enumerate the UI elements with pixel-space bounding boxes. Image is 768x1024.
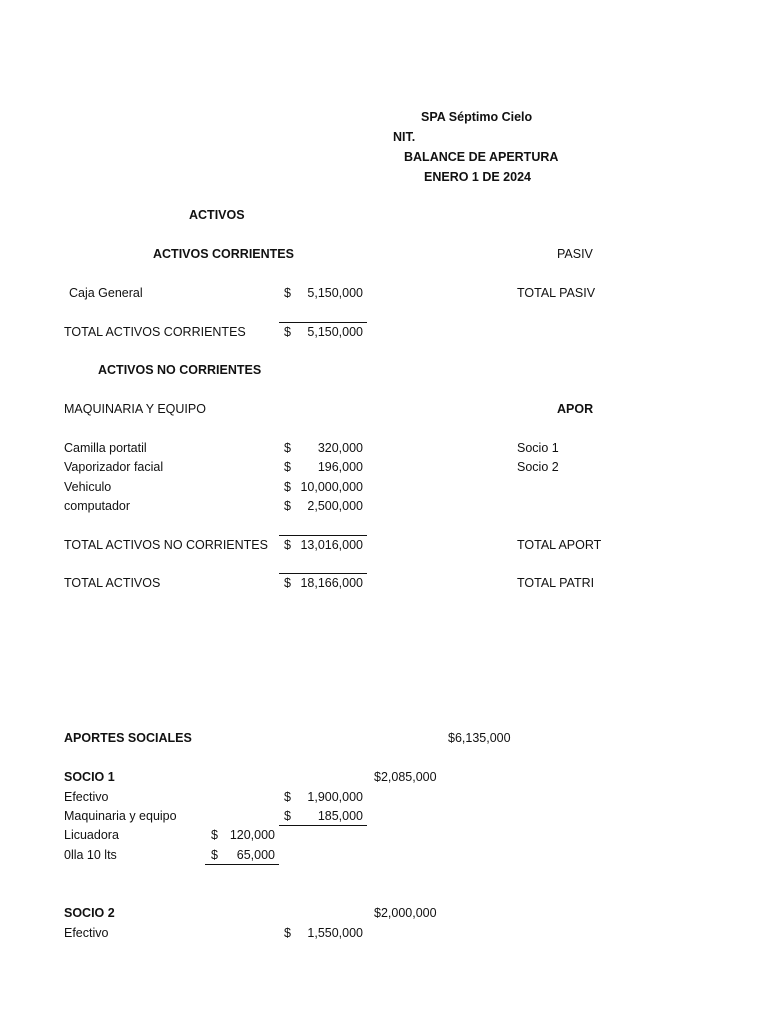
activos-title: ACTIVOS xyxy=(189,208,245,222)
total-patrimonio-label: TOTAL PATRI xyxy=(517,576,595,590)
pasivos-title: PASIV xyxy=(557,247,593,261)
socio-1-title: SOCIO 1 xyxy=(64,770,115,784)
currency-symbol: $ xyxy=(284,576,291,590)
socio-2-label: Socio 2 xyxy=(517,460,559,474)
detail-item-label: Licuadora xyxy=(64,828,119,842)
socio-2-title: SOCIO 2 xyxy=(64,906,115,920)
report-date: ENERO 1 DE 2024 xyxy=(424,170,531,184)
activos-corrientes-title: ACTIVOS CORRIENTES xyxy=(153,247,294,261)
currency-symbol: $ xyxy=(284,790,291,804)
currency-symbol: $ xyxy=(211,848,218,862)
currency-symbol: $ xyxy=(211,828,218,842)
currency-symbol: $ xyxy=(284,926,291,940)
total-activos-no-corrientes-label: TOTAL ACTIVOS NO CORRIENTES xyxy=(64,538,268,552)
detail-item-amount xyxy=(211,827,275,843)
amount-value: 5,150,000 xyxy=(307,286,363,300)
socio-1-efectivo-label: Efectivo xyxy=(64,790,109,804)
amount-value: 1,550,000 xyxy=(307,926,363,940)
subtotal-rule xyxy=(279,825,367,826)
currency-symbol: $ xyxy=(284,809,291,823)
socio-2-efectivo-amount xyxy=(284,925,363,941)
subtotal-rule xyxy=(205,864,279,865)
amount-value: 320,000 xyxy=(317,441,363,455)
aportes-sociales-title: APORTES SOCIALES xyxy=(64,731,192,745)
currency-symbol: $ xyxy=(284,441,291,455)
socio-1-maquinaria-label: Maquinaria y equipo xyxy=(64,809,177,823)
amount-value: 18,166,000 xyxy=(300,576,363,590)
caja-general-label: Caja General xyxy=(69,286,143,300)
currency-symbol: $ xyxy=(284,480,291,494)
amount-value: 196,000 xyxy=(317,460,363,474)
amount-value: 10,000,000 xyxy=(300,480,363,494)
currency-symbol: $ xyxy=(284,460,291,474)
report-title: BALANCE DE APERTURA xyxy=(404,150,559,164)
amount-value: 5,150,000 xyxy=(307,325,363,339)
socio-1-total: $2,085,000 xyxy=(374,770,437,784)
asset-item-label: Camilla portatil xyxy=(64,441,147,455)
currency-symbol: $ xyxy=(284,538,291,552)
detail-item-label: 0lla 10 lts xyxy=(64,848,117,862)
asset-item-label: Vaporizador facial xyxy=(64,460,164,474)
amount-value: 120,000 xyxy=(229,828,275,842)
total-aportes-label: TOTAL APORT xyxy=(517,538,602,552)
detail-item-amount xyxy=(211,847,275,863)
amount-value: 185,000 xyxy=(317,809,363,823)
company-name: SPA Séptimo Cielo xyxy=(421,110,533,124)
total-pasivos-label: TOTAL PASIV xyxy=(517,286,596,300)
amount-value: 1,900,000 xyxy=(307,790,363,804)
socio-2-efectivo-label: Efectivo xyxy=(64,926,109,940)
currency-symbol: $ xyxy=(284,325,291,339)
asset-item-label: Vehiculo xyxy=(64,480,112,494)
nit-label: NIT. xyxy=(393,130,416,144)
currency-symbol: $ xyxy=(284,499,291,513)
socio-1-maquinaria-amount xyxy=(284,808,363,824)
total-activos-corrientes-label: TOTAL ACTIVOS CORRIENTES xyxy=(64,325,246,339)
amount-value: 13,016,000 xyxy=(300,538,363,552)
asset-item-label: computador xyxy=(64,499,131,513)
socio-1-efectivo-amount xyxy=(284,789,363,805)
socio-1-label: Socio 1 xyxy=(517,441,559,455)
amount-value: 2,500,000 xyxy=(307,499,363,513)
activos-no-corrientes-title: ACTIVOS NO CORRIENTES xyxy=(98,363,262,377)
aportes-sociales-total: $6,135,000 xyxy=(448,731,511,745)
maquinaria-equipo-label: MAQUINARIA Y EQUIPO xyxy=(64,402,206,416)
amount-value: 65,000 xyxy=(236,848,275,862)
currency-symbol: $ xyxy=(284,286,291,300)
socio-2-total: $2,000,000 xyxy=(374,906,437,920)
total-activos-label: TOTAL ACTIVOS xyxy=(64,576,161,590)
aportes-title: APOR xyxy=(557,402,594,416)
